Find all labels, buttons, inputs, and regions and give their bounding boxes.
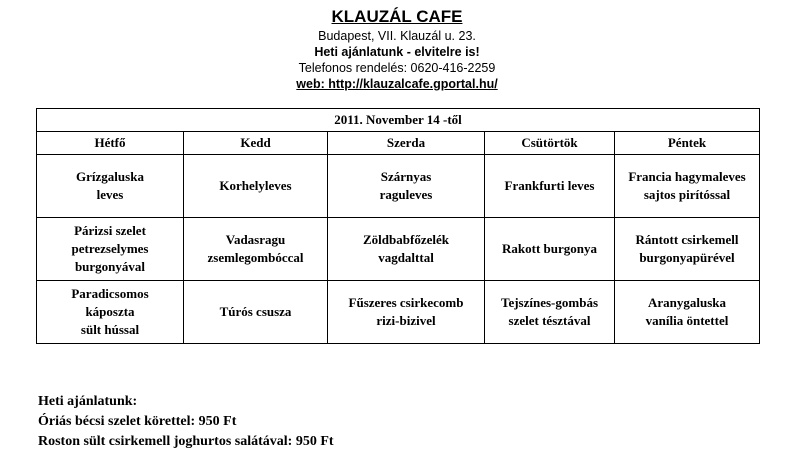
day-header-wednesday: Szerda xyxy=(328,132,485,155)
dish-line: Fűszeres csirkecomb xyxy=(348,295,464,310)
dish-line: petrezselymes xyxy=(71,241,149,256)
dish-cell-monday xyxy=(37,218,184,281)
dish-line: vagdalttal xyxy=(378,250,434,265)
day-header-friday: Péntek xyxy=(615,132,760,155)
dish-line: Korhelyleves xyxy=(219,178,292,193)
weekly-menu-table xyxy=(36,108,760,344)
dish-line: Aranygaluska xyxy=(647,295,727,310)
dish-line: rizi-bizivel xyxy=(376,313,436,328)
dish-cell-friday xyxy=(615,281,760,344)
dish-line: Grízgaluska xyxy=(76,169,144,184)
dish-line: raguleves xyxy=(379,187,433,202)
weekly-offers-heading: Heti ajánlatunk: xyxy=(38,394,138,409)
dish-line: Párizsi szelet xyxy=(74,223,146,238)
menu-row xyxy=(37,281,760,344)
day-header-thursday: Csütörtök xyxy=(485,132,615,155)
menu-date: 2011. November 14 -től xyxy=(37,109,760,132)
dish-cell-friday xyxy=(615,218,760,281)
cafe-address: Budapest, VII. Klauzál u. 23. xyxy=(318,29,476,43)
dish-line: leves xyxy=(96,187,124,202)
day-header-monday: Hétfő xyxy=(37,132,184,155)
dish-line: Vadasragu xyxy=(225,232,286,247)
dish-cell-tuesday xyxy=(184,218,328,281)
cafe-phone: Telefonos rendelés: 0620-416-2259 xyxy=(298,61,496,75)
dish-line: sült hússal xyxy=(80,322,140,337)
dish-line: burgonyapürével xyxy=(639,250,735,265)
dish-cell-friday xyxy=(615,155,760,218)
dish-cell-thursday xyxy=(485,155,615,218)
dish-cell-monday xyxy=(37,155,184,218)
dish-cell-wednesday xyxy=(328,218,485,281)
cafe-title: KLAUZÁL CAFE xyxy=(331,7,463,26)
cafe-web-link[interactable]: web: http://klauzalcafe.gportal.hu/ xyxy=(296,77,498,91)
dish-cell-tuesday xyxy=(184,155,328,218)
dish-line: Tejszínes-gombás xyxy=(500,295,599,310)
dish-line: Szárnyas xyxy=(380,169,432,184)
dish-cell-thursday xyxy=(485,281,615,344)
dish-line: Túrós csusza xyxy=(219,304,292,319)
dish-line: burgonyával xyxy=(74,259,146,274)
dish-line: Rántott csirkemell xyxy=(635,232,739,247)
dish-line: Zöldbabfőzelék xyxy=(363,232,449,247)
dish-cell-monday xyxy=(37,281,184,344)
dish-line: Paradicsomos xyxy=(71,286,149,301)
dish-cell-wednesday xyxy=(328,155,485,218)
weekly-offer-item: Óriás bécsi szelet körettel: 950 Ft xyxy=(38,414,237,429)
cafe-tagline: Heti ajánlatunk - elvitelre is! xyxy=(314,45,480,59)
dish-line: szelet tésztával xyxy=(508,313,591,328)
dish-line: Frankfurti leves xyxy=(504,178,595,193)
weekly-offer-item: Roston sült csirkemell joghurtos salátával: 950 Ft xyxy=(38,434,334,449)
dish-line: káposzta xyxy=(85,304,135,319)
menu-row xyxy=(37,155,760,218)
dish-line: vanília öntettel xyxy=(645,313,729,328)
day-header-tuesday: Kedd xyxy=(184,132,328,155)
menu-row xyxy=(37,218,760,281)
weekly-offers xyxy=(38,392,334,452)
dish-line: zsemlegombóccal xyxy=(207,250,304,265)
dish-cell-tuesday xyxy=(184,281,328,344)
cafe-header xyxy=(0,6,794,92)
dish-cell-wednesday xyxy=(328,281,485,344)
dish-cell-thursday xyxy=(485,218,615,281)
dish-line: sajtos pirítóssal xyxy=(643,187,731,202)
dish-line: Francia hagymaleves xyxy=(628,169,746,184)
dish-line: Rakott burgonya xyxy=(502,241,597,256)
